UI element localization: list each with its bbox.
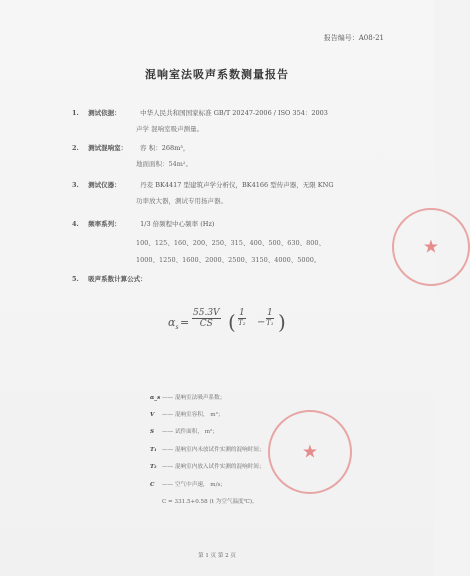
section-number: 4. xyxy=(72,220,79,228)
red-seal-stamp xyxy=(392,208,470,286)
report-number: 报告编号：A08-21 xyxy=(323,34,384,42)
section-number: 2. xyxy=(72,144,79,152)
legend-item: C —— 空气中声速， m/s； xyxy=(150,482,226,488)
star-icon: ★ xyxy=(422,236,440,258)
section-number: 1. xyxy=(72,109,79,117)
legend-item: S —— 试件面积， m²； xyxy=(150,429,218,435)
section-test-basis xyxy=(72,108,328,118)
page-footer: 第 1 页 第 2 页 xyxy=(198,553,236,559)
section-label: 测试依据： xyxy=(88,109,121,117)
formula-lhs: $\alpha_s$ xyxy=(168,316,179,332)
formula-right-paren: ) xyxy=(278,310,286,334)
formula-term-2: 1 T₁ xyxy=(266,308,274,327)
section-label: 吸声系数计算公式： xyxy=(88,275,147,283)
legend-item: T₁ —— 混响室内未放试件实测的混响时间； xyxy=(150,447,265,453)
section-reverb-room xyxy=(72,143,189,153)
section-formula xyxy=(72,274,147,284)
section-instruments xyxy=(72,180,334,190)
formula-left-paren: ( xyxy=(228,310,236,334)
star-icon: ★ xyxy=(301,441,319,463)
section-number: 5. xyxy=(72,275,79,283)
formula-coefficient: $\frac{55.3V}{CS}$ xyxy=(193,308,220,329)
section-number: 3. xyxy=(72,181,79,189)
legend-item: α_s —— 混响室法吸声系数； xyxy=(150,395,226,401)
section-value: 容 积：268m³， xyxy=(140,144,190,152)
section-value: 中华人民共和国国家标准 GB/T 20247-2006 / ISO 354：2003 xyxy=(140,109,328,117)
section-continuation: 功率放大器，测试专用扬声器。 xyxy=(136,197,227,205)
document-title: 混响室法吸声系数测量报告 xyxy=(145,68,289,81)
legend-item: C = 331.5+0.58 (t 为空气温度℃)。 xyxy=(162,499,258,505)
section-value: 丹麦 BK4417 型建筑声学分析仪，BK4166 型传声器，无限 KNG xyxy=(140,181,334,189)
section-label: 测试混响室： xyxy=(88,144,128,152)
absorption-formula xyxy=(168,302,288,338)
section-continuation: 地面面积：54m²。 xyxy=(136,160,193,168)
section-continuation: 声学 混响室吸声测量。 xyxy=(136,125,204,133)
section-label: 测试仪器： xyxy=(88,181,121,189)
formula-minus: − xyxy=(257,317,266,328)
frequency-list-1: 100、125、160、200、250、315、400、500、630、800、 xyxy=(136,239,326,247)
legend-item: T₂ —— 混响室内放入试件实测的混响时间； xyxy=(150,464,265,470)
formula-equals: = xyxy=(180,316,190,329)
formula-term-1: 1 T₂ xyxy=(238,308,246,327)
legend-item: V —— 混响室容积， m³； xyxy=(150,412,224,418)
red-seal-stamp xyxy=(268,410,352,494)
frequency-list-2: 1000、1250、1600、2000、2500、3150、4000、5000。 xyxy=(136,256,321,264)
section-frequency xyxy=(72,219,214,229)
section-label: 频率系列： xyxy=(88,220,121,228)
section-value: 1/3 倍频程中心频率 (Hz) xyxy=(140,220,215,228)
